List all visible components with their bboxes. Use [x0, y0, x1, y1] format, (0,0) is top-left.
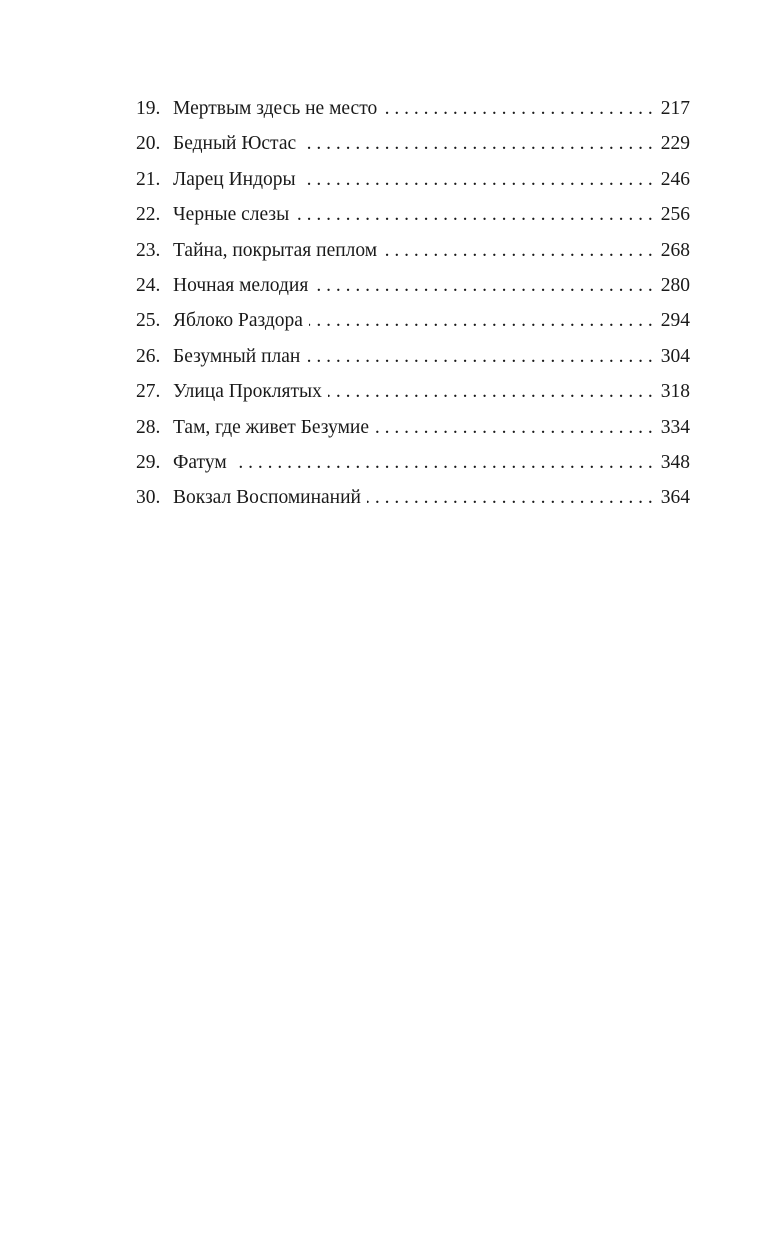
- chapter-title: Улица Проклятых: [173, 381, 322, 403]
- toc-entry: [136, 449, 690, 484]
- chapter-title: Мертвым здесь не место: [173, 98, 378, 119]
- page-number: 229: [660, 133, 690, 155]
- toc-entry: [136, 130, 690, 165]
- chapter-title: Фатум: [173, 451, 227, 473]
- toc-entry: [136, 414, 690, 449]
- chapter-number: 26.: [136, 345, 161, 367]
- chapter-title: Тайна, покрытая пеплом: [173, 239, 378, 261]
- dot-leader: [367, 484, 653, 512]
- page-number: 348: [660, 451, 690, 473]
- chapter-number: 22.: [136, 204, 161, 226]
- toc-entry: [136, 484, 690, 519]
- page-number: 217: [660, 98, 690, 119]
- chapter-title: Яблоко Раздора: [173, 310, 303, 332]
- dot-leader: [302, 130, 653, 158]
- toc-entry: [136, 237, 690, 272]
- dot-leader: [309, 307, 653, 335]
- dot-leader: [295, 201, 653, 229]
- dot-leader: [383, 237, 653, 265]
- toc-entry: [136, 201, 690, 236]
- chapter-number: 30.: [136, 487, 161, 509]
- page-number: 318: [660, 381, 690, 403]
- chapter-number: 27.: [136, 381, 161, 403]
- toc-entry: [136, 343, 690, 378]
- page-number: 280: [660, 274, 690, 296]
- chapter-number: 28.: [136, 416, 161, 438]
- chapter-number: 25.: [136, 310, 161, 332]
- chapter-number: 19.: [136, 98, 161, 119]
- page-number: 304: [660, 345, 690, 367]
- chapter-title: Ларец Индоры: [173, 168, 296, 190]
- dot-leader: [383, 95, 653, 123]
- chapter-title: Черные слезы: [173, 204, 290, 226]
- chapter-number: 23.: [136, 239, 161, 261]
- toc-entry: [136, 378, 690, 413]
- chapter-title: Там, где живет Безумие: [173, 416, 370, 438]
- chapter-title: Бедный Юстас: [173, 133, 297, 155]
- chapter-title: Безумный план: [173, 345, 301, 367]
- dot-leader: [375, 414, 653, 442]
- toc-entry: [136, 95, 690, 130]
- chapter-number: 29.: [136, 451, 161, 473]
- chapter-title: Ночная мелодия: [173, 274, 309, 296]
- chapter-number: 24.: [136, 274, 161, 296]
- dot-leader: [306, 343, 652, 371]
- toc-entry: [136, 307, 690, 342]
- page-number: 334: [660, 416, 690, 438]
- dot-leader: [233, 449, 653, 477]
- page-number: 256: [660, 204, 690, 226]
- table-of-contents: [136, 95, 690, 520]
- chapter-number: 20.: [136, 133, 161, 155]
- chapter-number: 21.: [136, 168, 161, 190]
- page-number: 246: [660, 168, 690, 190]
- dot-leader: [314, 272, 652, 300]
- chapter-title: Вокзал Воспоминаний: [173, 487, 361, 509]
- page-number: 364: [660, 487, 690, 509]
- dot-leader: [302, 166, 653, 194]
- toc-entry: [136, 166, 690, 201]
- page-number: 268: [660, 239, 690, 261]
- page-number: 294: [660, 310, 690, 332]
- toc-entry: [136, 272, 690, 307]
- dot-leader: [328, 378, 653, 406]
